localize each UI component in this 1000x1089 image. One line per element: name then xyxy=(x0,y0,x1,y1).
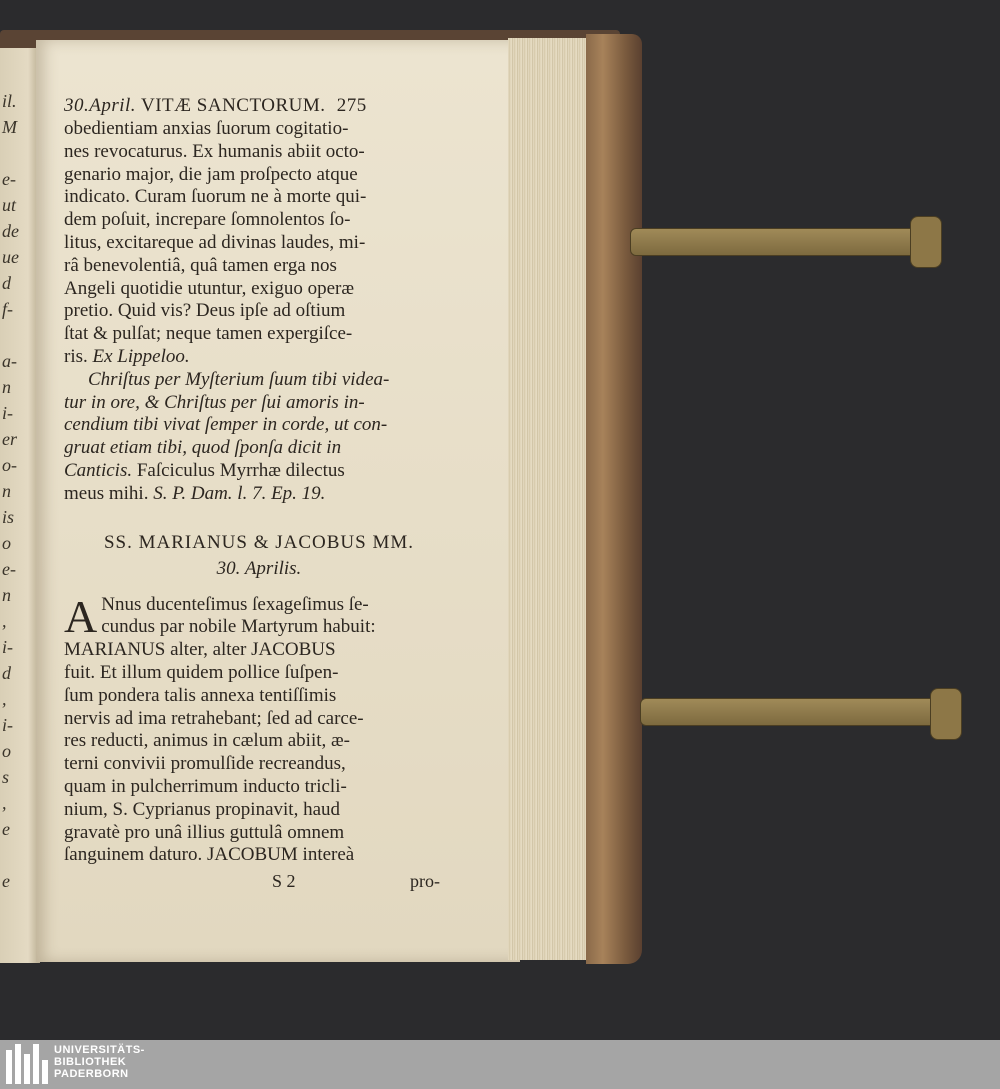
left-page-fragment: n xyxy=(2,377,11,397)
library-name xyxy=(54,1044,145,1080)
source-reference: Ex Lippeloo. xyxy=(92,345,190,367)
drop-cap: A xyxy=(64,590,98,642)
quote-fasciculus: Faſciculus Myrrhæ dilectus xyxy=(136,459,345,481)
left-page-fragment: f- xyxy=(2,299,13,319)
left-page-fragment: il. xyxy=(2,91,17,111)
header-date: 30.April. xyxy=(64,95,137,116)
text-line: obedientiam anxias ſuorum cogitatio- xyxy=(64,118,349,139)
header-title: VITÆ SANCTORUM. xyxy=(140,95,326,116)
text-line: nes revocaturus. Ex humanis abiit octo- xyxy=(64,140,365,162)
quote xyxy=(64,369,454,506)
text-line: râ benevolentiâ, quâ tamen erga nos xyxy=(64,254,337,276)
left-page-fragment: ut xyxy=(2,195,17,215)
library-name-line3: PADERBORN xyxy=(54,1068,129,1080)
text-line: Nnus ducenteſimus ſexageſimus ſe- xyxy=(101,593,369,615)
section-title: SS. MARIANUS & JACOBUS MM. xyxy=(103,531,415,553)
text-line: gravatè pro unâ illius guttulâ omnem xyxy=(64,821,345,843)
clasp-upper-end xyxy=(910,216,942,268)
text-line: MARIANUS alter, alter JACOBUS xyxy=(64,639,336,661)
library-banner xyxy=(0,1040,1000,1089)
body-paragraph xyxy=(64,590,454,868)
clasp-upper xyxy=(630,228,928,256)
text-line: nium, S. Cyprianus propinavit, haud xyxy=(64,798,341,820)
left-page-fragment: is xyxy=(2,507,15,527)
left-page-fragment: d xyxy=(2,273,11,293)
left-page-fragment: e xyxy=(2,871,10,891)
left-page-fragment: n xyxy=(2,585,11,605)
text-line: Angeli quotidie utuntur, exiguo operæ xyxy=(64,277,355,299)
text-line: fuit. Et illum quidem pollice ſuſpen- xyxy=(64,661,339,683)
left-page-fragment: , xyxy=(2,611,7,631)
left-page-fragment: i- xyxy=(2,715,13,735)
quote-line: Chriſtus per Myſterium ſuum tibi videa- xyxy=(88,368,390,390)
signature-mark: S 2 xyxy=(272,871,296,892)
text-ris: ris. xyxy=(64,345,88,367)
left-page-fragment: e xyxy=(2,819,10,839)
clasp-lower xyxy=(640,698,946,726)
page-number: 275 xyxy=(336,95,367,116)
left-page-fragment: d xyxy=(2,663,11,683)
left-page-fragment: a- xyxy=(2,351,17,371)
left-page-fragment: M xyxy=(2,117,17,137)
text-line: litus, excitareque ad divinas laudes, mi- xyxy=(64,231,366,253)
text-line: ſum pondera talis annexa tentiſſimis xyxy=(64,684,337,706)
text-line: dem poſuit, increpare ſomnolentos ſo- xyxy=(64,209,351,231)
left-page-fragment: o xyxy=(2,533,11,553)
left-page-fragment: ue xyxy=(2,247,19,267)
library-name-line2: BIBLIOTHEK xyxy=(54,1056,127,1068)
paragraph-top xyxy=(64,118,454,369)
library-name-line1: UNIVERSITÄTS- xyxy=(54,1044,145,1056)
left-page-fragment: n xyxy=(2,481,11,501)
left-page-fragment: , xyxy=(2,793,7,813)
text-line: indicato. Curam ſuorum ne à morte qui- xyxy=(64,186,367,208)
text-line: pretio. Quid vis? Deus ipſe ad oſtium xyxy=(64,300,346,322)
text-line xyxy=(64,346,454,369)
text-line: genario major, die jam proſpecto atque xyxy=(64,163,358,185)
running-header xyxy=(64,94,454,118)
text-line: ſtat & pulſat; neque tamen expergiſce- xyxy=(64,323,353,345)
quote-line: cendium tibi vivat ſemper in corde, ut con- xyxy=(64,414,388,436)
left-page-fragment: s xyxy=(2,767,10,787)
quote-line xyxy=(64,460,454,483)
left-page xyxy=(0,48,40,963)
section-date: 30. Aprilis. xyxy=(216,557,302,579)
page-footer xyxy=(64,869,454,893)
text-line: quam in pulcherrimum inducto tricli- xyxy=(64,775,347,797)
left-page-fragment: , xyxy=(2,689,7,709)
page-text xyxy=(64,94,454,893)
quote-meus-mihi: meus mihi. xyxy=(64,482,149,504)
left-page-fragment: i- xyxy=(2,403,13,423)
quote-canticis: Canticis. xyxy=(64,459,133,481)
left-page-fragment: o- xyxy=(2,455,17,475)
clasp-lower-end xyxy=(930,688,962,740)
left-page-fragment: e- xyxy=(2,169,16,189)
library-logo-icon xyxy=(6,1044,50,1084)
text-line: nervis ad ima retrahebant; ſed ad carce- xyxy=(64,707,364,729)
page-edges xyxy=(508,38,590,960)
left-page-fragment: de xyxy=(2,221,19,241)
left-page-fragment: er xyxy=(2,429,17,449)
left-page-fragment: i- xyxy=(2,637,13,657)
text-line: res reducti, animus in cælum abiit, æ- xyxy=(64,730,351,752)
catchword: pro- xyxy=(410,871,440,892)
text-line: cundus par nobile Martyrum habuit: xyxy=(101,616,376,638)
quote-citation: S. P. Dam. l. 7. Ep. 19. xyxy=(153,482,326,504)
text-line: terni convivii promulſide recreandus, xyxy=(64,753,346,775)
quote-line: gruat etiam tibi, quod ſponſa dicit in xyxy=(64,437,342,459)
left-page-fragment: o xyxy=(2,741,11,761)
quote-line: tur in ore, & Chriſtus per ſui amoris in- xyxy=(64,391,365,413)
cover-edge xyxy=(586,34,642,964)
quote-line xyxy=(64,483,454,506)
left-page-fragment: e- xyxy=(2,559,16,579)
text-line: ſanguinem daturo. JACOBUM intereà xyxy=(64,844,355,866)
